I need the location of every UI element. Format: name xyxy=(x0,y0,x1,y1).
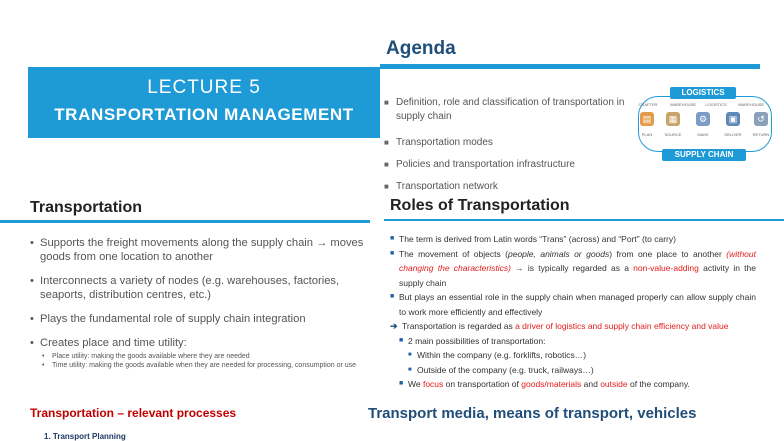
transportation-bullets xyxy=(30,236,375,370)
bullet-text-part: and xyxy=(581,379,601,389)
bullet-text-part: The movement of objects ( xyxy=(399,248,508,259)
logistics-label: LOGISTICS xyxy=(670,87,736,99)
agenda-item-text: supply chain xyxy=(396,111,452,122)
highlight-text: focus xyxy=(422,379,444,389)
highlight-text: non-value-adding xyxy=(633,263,699,273)
diagram-caption: CRAFTER xyxy=(638,102,658,107)
bullet-text-part: activity in the supply chain xyxy=(399,263,756,288)
logistics-supply-chain-diagram xyxy=(634,82,776,162)
bullet-text-part: Transportation is regarded as xyxy=(402,321,516,331)
square-bullet-icon: ■ xyxy=(384,98,389,107)
highlight-text: a driver of logistics and supply chain efficiency and value xyxy=(515,321,729,331)
bullet-dot-icon: ■ xyxy=(399,336,404,344)
source-icon: ▦ xyxy=(666,112,680,126)
bullet-text: Interconnects a variety of nodes (e.g. warehouses, factories, seaports, distribution centres, etc.) xyxy=(40,275,340,301)
agenda-heading: Agenda xyxy=(386,38,456,59)
bullet-item xyxy=(390,377,756,392)
bullet-dot-icon: • xyxy=(30,275,34,287)
process-item: 1. Transport Planning xyxy=(44,432,126,441)
lecture-title: TRANSPORTATION MANAGEMENT xyxy=(54,105,354,124)
diagram-caption: WAREHOUSE xyxy=(738,102,765,107)
return-icon: ↺ xyxy=(754,112,768,126)
square-bullet-icon: ■ xyxy=(384,182,389,190)
agenda-item xyxy=(384,176,634,190)
bullet-dot-icon: • xyxy=(30,313,34,325)
bullet-item xyxy=(390,232,756,247)
lecture-title-slide xyxy=(0,0,380,190)
bullet-text-italic: people, animals or goods xyxy=(508,248,610,259)
title-band xyxy=(28,67,380,138)
bullet-item xyxy=(30,336,375,350)
sub-bullet-text: Outside of the company (e.g. truck, railways…) xyxy=(417,364,594,375)
bullet-item xyxy=(30,236,375,264)
agenda-list xyxy=(384,92,634,190)
bullet-dot-icon: • xyxy=(42,353,45,360)
transportation-divider xyxy=(0,220,370,223)
square-bullet-icon: ■ xyxy=(384,138,389,147)
bullet-dot-icon: ■ xyxy=(399,380,404,387)
diagram-caption: WAREHOUSE xyxy=(670,102,697,107)
agenda-item-text: Transportation modes xyxy=(396,137,493,148)
bullet-dot-icon: • xyxy=(30,237,34,249)
bullet-text: Creates place and time utility: xyxy=(40,337,187,349)
roles-bullets xyxy=(390,232,756,392)
agenda-slide xyxy=(380,0,784,190)
highlight-text: (without changing the characteristics) xyxy=(399,248,756,273)
highlight-text: outside xyxy=(600,379,628,389)
bullet-text: The term is derived from Latin words “Trans” (across) and “Port” (to carry) xyxy=(399,234,676,244)
bullet-text: 2 main possibilities of transportation: xyxy=(408,335,546,346)
supply-chain-label: SUPPLY CHAIN xyxy=(662,149,746,161)
transportation-slide xyxy=(0,190,380,400)
transportation-heading: Transportation xyxy=(30,199,143,216)
bullet-dot-icon: ■ xyxy=(390,249,395,257)
bullet-dot-icon: ■ xyxy=(390,235,395,242)
agenda-item xyxy=(384,154,634,176)
plan-icon: ▤ xyxy=(640,112,654,126)
bullet-item xyxy=(30,312,375,326)
bullet-text: Plays the fundamental role of supply chain integration xyxy=(40,313,306,325)
bullet-item xyxy=(390,247,756,291)
roles-divider xyxy=(384,219,784,221)
sub-bullet-item xyxy=(390,348,756,363)
roles-slide xyxy=(384,190,784,400)
roles-heading: Roles of Transportation xyxy=(390,197,570,214)
sub-bullet-text: Within the company (e.g. forklifts, robotics…) xyxy=(417,350,587,360)
processes-heading: Transportation – relevant processes xyxy=(30,406,237,420)
agenda-item-text: Transportation network xyxy=(396,181,498,190)
arrow-right-icon: ➔ xyxy=(390,321,398,331)
transport-media-slide xyxy=(368,400,784,441)
bullet-text-part: on transportation of xyxy=(443,379,522,389)
bullet-dot-icon: • xyxy=(30,337,34,349)
media-heading: Transport media, means of transport, vehicles xyxy=(368,405,697,422)
bullet-item xyxy=(390,334,756,349)
agenda-item-text: Definition, role and classification of transportation in xyxy=(396,97,625,108)
sub-bullet-text: Place utility: making the goods available where they are needed xyxy=(52,353,250,360)
bullet-item xyxy=(390,290,756,319)
bullet-dot-icon: ■ xyxy=(408,366,412,373)
sub-bullet-item xyxy=(390,363,756,378)
diagram-caption: PLAN xyxy=(641,132,653,137)
bullet-text-part: of the company. xyxy=(627,379,690,389)
agenda-item-text: Policies and transportation infrastructure xyxy=(396,159,575,170)
square-bullet-icon: ■ xyxy=(384,160,389,169)
bullet-dot-icon: ■ xyxy=(408,352,412,358)
arrow-item xyxy=(390,319,756,334)
bullet-item xyxy=(30,274,375,302)
bullet-text: Supports the freight movements along the supply chain → moves goods from one location to another xyxy=(40,237,364,263)
agenda-item xyxy=(384,96,634,124)
bullet-text-part: ) from one place to another xyxy=(609,248,727,259)
deliver-icon: ▣ xyxy=(726,112,740,126)
highlight-text: goods/materials xyxy=(521,379,582,389)
diagram-caption: DELIVER xyxy=(724,132,742,137)
sub-bullet-item xyxy=(30,352,375,361)
diagram-caption: RETURN xyxy=(752,132,770,137)
processes-slide xyxy=(0,400,380,441)
bullet-text-part: → is typically regarded as a xyxy=(510,263,634,273)
bullet-dot-icon: ■ xyxy=(390,293,395,300)
sub-bullet-text: Time utility: making the goods available when they are needed for processing, consumption or use xyxy=(52,362,357,369)
diagram-caption: SOURCE xyxy=(664,132,682,137)
bullet-text-part: We xyxy=(408,379,423,389)
diagram-caption: LOGISTICS xyxy=(705,102,727,107)
bullet-text: But plays an essential role in the supply chain when managed properly can allow supply chain to work more efficiently and effectively xyxy=(399,292,756,317)
make-icon: ⚙ xyxy=(696,112,710,126)
sub-bullet-item xyxy=(30,361,375,370)
agenda-item xyxy=(384,132,634,154)
diagram-caption: MAKE xyxy=(697,132,709,137)
bullet-dot-icon: • xyxy=(42,362,45,369)
agenda-divider xyxy=(380,64,760,69)
lecture-number: LECTURE 5 xyxy=(147,77,261,98)
